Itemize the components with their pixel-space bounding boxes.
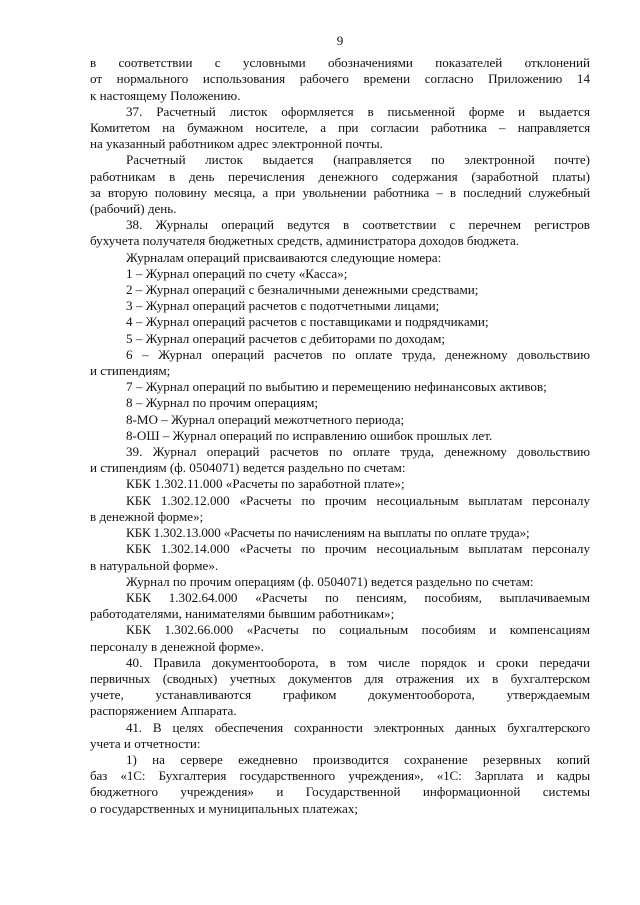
paragraph-41 <box>90 720 590 817</box>
paragraph-37-payslip <box>90 152 590 217</box>
text-line: баз «1С: Бухгалтерия государственного учреждения», «1С: Зарплата и кадры <box>90 768 590 784</box>
paragraph-40 <box>90 655 590 720</box>
list-item: 3 – Журнал операций расчетов с подотчетными лицами; <box>126 298 440 314</box>
text-line: от нормального использования рабочего времени согласно Приложению 14 <box>90 71 590 87</box>
text-line: 39. Журнал операций расчетов по оплате труда, денежному довольствию <box>126 444 590 460</box>
paragraph-intro <box>90 55 590 104</box>
list-item: 8 – Журнал по прочим операциям; <box>126 395 318 411</box>
kbk-line: КБК 1.302.11.000 «Расчеты по заработной плате»; <box>126 476 405 492</box>
kbk-line: КБК 1.302.13.000 «Расчеты по начислениям на выплаты по оплате труда»; <box>126 525 530 541</box>
text-line: первичных (сводных) учетных документов для отражения их в бухгалтерском <box>90 670 590 686</box>
text-line: Журнал по прочим операциям (ф. 0504071) ведется раздельно по счетам: <box>126 573 534 589</box>
list-item: 8-ОШ – Журнал операций по исправлению ошибок прошлых лет. <box>126 427 493 443</box>
text-line: Расчетный листок выдается (направляется по электронной почте) <box>126 152 590 168</box>
paragraph-37 <box>90 104 590 153</box>
list-item: 8-МО – Журнал операций межотчетного периода; <box>126 411 405 427</box>
text-line: учета и отчетности: <box>90 735 201 751</box>
text-line: бюджетного учреждения» и Государственной информационной системы <box>90 784 590 800</box>
kbk-line: в натуральной форме». <box>90 557 219 573</box>
text-line: за вторую половину месяца, а при увольнении работника – в последний служебный <box>90 184 590 200</box>
list-item: 5 – Журнал операций расчетов с дебиторами по доходам; <box>126 330 446 346</box>
text-line: Журналам операций присваиваются следующие номера: <box>126 249 442 265</box>
text-line: (рабочий) день. <box>90 201 177 217</box>
list-item: 1 – Журнал операций по счету «Касса»; <box>126 265 348 281</box>
text-line: 40. Правила документооборота, в том числе порядок и сроки передачи <box>126 654 590 670</box>
list-item: и стипендиям; <box>90 363 171 379</box>
list-item: 6 – Журнал операций расчетов по оплате труда, денежному довольствию <box>126 346 590 362</box>
paragraph-38 <box>90 217 590 444</box>
kbk-line: персоналу в денежной форме». <box>90 638 264 654</box>
text-line: в соответствии с условными обозначениями показателей отклонений <box>90 55 590 71</box>
page-number: 9 <box>336 33 344 48</box>
text-line: бухучета получателя бюджетных средств, администратора доходов бюджета. <box>90 233 520 249</box>
text-line: учете, устанавливаются графиком документооборота, утверждаемым <box>90 687 590 703</box>
kbk-line: работодателями, нанимателями бывшим работникам»; <box>90 606 395 622</box>
text-line: и стипендиям (ф. 0504071) ведется раздельно по счетам: <box>90 460 406 476</box>
kbk-line: КБК 1.302.66.000 «Расчеты по социальным пособиям и компенсациям <box>126 622 590 638</box>
text-line: работникам в день перечисления денежного содержания (заработной платы) <box>90 168 590 184</box>
paragraph-39 <box>90 444 590 655</box>
list-item: 4 – Журнал операций расчетов с поставщиками и подрядчиками; <box>126 314 489 330</box>
text-line: о государственных и муниципальных платежах; <box>90 800 358 816</box>
list-item: 2 – Журнал операций с безналичными денежными средствами; <box>126 282 479 298</box>
text-line: 38. Журналы операций ведутся в соответствии с перечнем регистров <box>126 217 590 233</box>
kbk-line: в денежной форме»; <box>90 508 204 524</box>
text-line: 1) на сервере ежедневно производится сохранение резервных копий <box>126 751 590 767</box>
text-line: 41. В целях обеспечения сохранности электронных данных бухгалтерского <box>126 719 590 735</box>
text-line: 37. Расчетный листок оформляется в письменной форме и выдается <box>126 103 590 119</box>
text-line: на указанный работником адрес электронной почты. <box>90 136 383 152</box>
list-item: 7 – Журнал операций по выбытию и перемещению нефинансовых активов; <box>126 379 547 395</box>
text-line: распоряжением Аппарата. <box>90 703 237 719</box>
kbk-line: КБК 1.302.14.000 «Расчеты по прочим несоциальным выплатам персоналу <box>126 541 590 557</box>
kbk-line: КБК 1.302.64.000 «Расчеты по пенсиям, пособиям, выплачиваемым <box>126 589 590 605</box>
text-line: Комитетом на бумажном носителе, а при согласии работника – направляется <box>90 120 590 136</box>
kbk-line: КБК 1.302.12.000 «Расчеты по прочим несоциальным выплатам персоналу <box>126 492 590 508</box>
text-line: к настоящему Положению. <box>90 87 241 103</box>
